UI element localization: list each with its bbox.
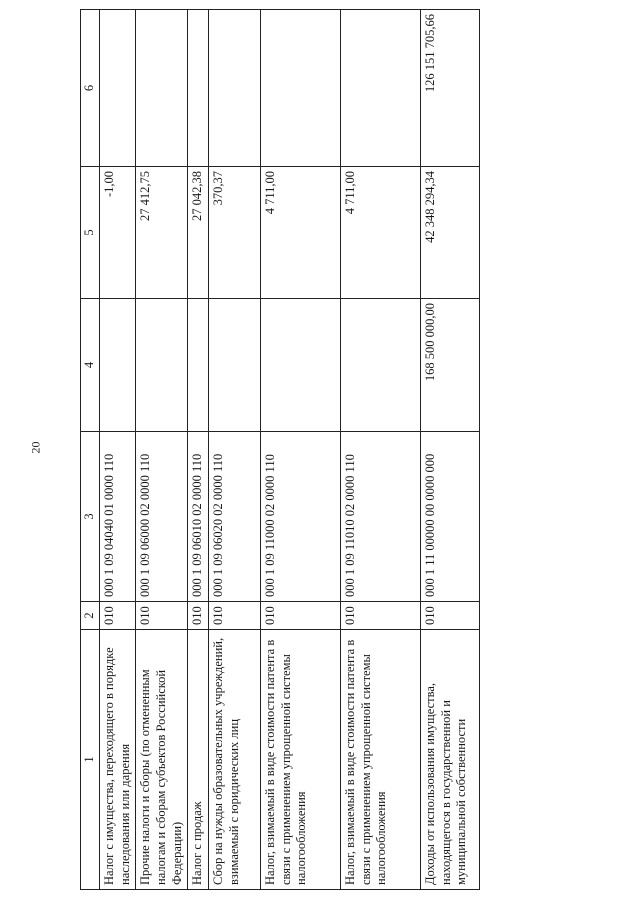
row-name: Налог, взимаемый в виде стоимости патента в связи с применением упрощенной системы налогообложения (260, 630, 340, 890)
row-value-4 (208, 299, 260, 432)
table-row (208, 10, 260, 890)
row-value-5: -1,00 (100, 167, 136, 299)
row-budget-code: 000 1 09 06000 02 0000 110 (136, 432, 188, 602)
row-value-5: 27 042,38 (188, 167, 209, 299)
row-line-code: 010 (136, 602, 188, 630)
header-row (81, 10, 100, 890)
row-value-5: 4 711,00 (260, 167, 340, 299)
table-row (100, 10, 136, 890)
row-budget-code: 000 1 09 06010 02 0000 110 (188, 432, 209, 602)
row-value-5: 42 348 294,34 (420, 167, 479, 299)
row-line-code: 010 (340, 602, 420, 630)
row-line-code: 010 (188, 602, 209, 630)
column-header-3: 3 (81, 432, 100, 602)
row-value-4 (188, 299, 209, 432)
row-budget-code: 000 1 11 00000 00 0000 000 (420, 432, 479, 602)
row-value-6 (100, 10, 136, 167)
row-name: Налог с имущества, переходящего в порядке наследования или дарения (100, 630, 136, 890)
row-value-4 (100, 299, 136, 432)
row-name: Доходы от использования имущества, находящегося в государственной и муниципальной собственности (420, 630, 479, 890)
table-row (188, 10, 209, 890)
row-budget-code: 000 1 09 06020 02 0000 110 (208, 432, 260, 602)
column-header-6: 6 (81, 10, 100, 167)
row-value-5: 27 412,75 (136, 167, 188, 299)
income-report-table (80, 9, 480, 890)
row-budget-code: 000 1 09 04040 01 0000 110 (100, 432, 136, 602)
row-value-4 (340, 299, 420, 432)
row-value-5: 4 711,00 (340, 167, 420, 299)
row-name: Налог, взимаемый в виде стоимости патента в связи с применением упрощенной системы налогообложения (340, 630, 420, 890)
row-budget-code: 000 1 09 11000 02 0000 110 (260, 432, 340, 602)
row-value-4 (136, 299, 188, 432)
row-value-4 (260, 299, 340, 432)
table-row (136, 10, 188, 890)
row-value-6 (208, 10, 260, 167)
row-budget-code: 000 1 09 11010 02 0000 110 (340, 432, 420, 602)
table-row (420, 10, 479, 890)
row-value-6 (260, 10, 340, 167)
row-line-code: 010 (208, 602, 260, 630)
row-name: Сбор на нужды образовательных учреждений, взимаемый с юридических лиц (208, 630, 260, 890)
row-name: Прочие налоги и сборы (по отмененным налогам и сборам субъектов Российской Федерации) (136, 630, 188, 890)
row-value-6 (340, 10, 420, 167)
row-value-6 (188, 10, 209, 167)
row-value-6 (136, 10, 188, 167)
column-header-4: 4 (81, 299, 100, 432)
row-line-code: 010 (260, 602, 340, 630)
page-number: 20 (28, 441, 43, 454)
row-name: Налог с продаж (188, 630, 209, 890)
row-value-6: 126 151 705,66 (420, 10, 479, 167)
column-header-1: 1 (81, 630, 100, 890)
report-table-container (80, 10, 480, 890)
row-value-5: 370,37 (208, 167, 260, 299)
row-value-4: 168 500 000,00 (420, 299, 479, 432)
table-row (260, 10, 340, 890)
table-row (340, 10, 420, 890)
column-header-2: 2 (81, 602, 100, 630)
row-line-code: 010 (420, 602, 479, 630)
row-line-code: 010 (100, 602, 136, 630)
column-header-5: 5 (81, 167, 100, 299)
